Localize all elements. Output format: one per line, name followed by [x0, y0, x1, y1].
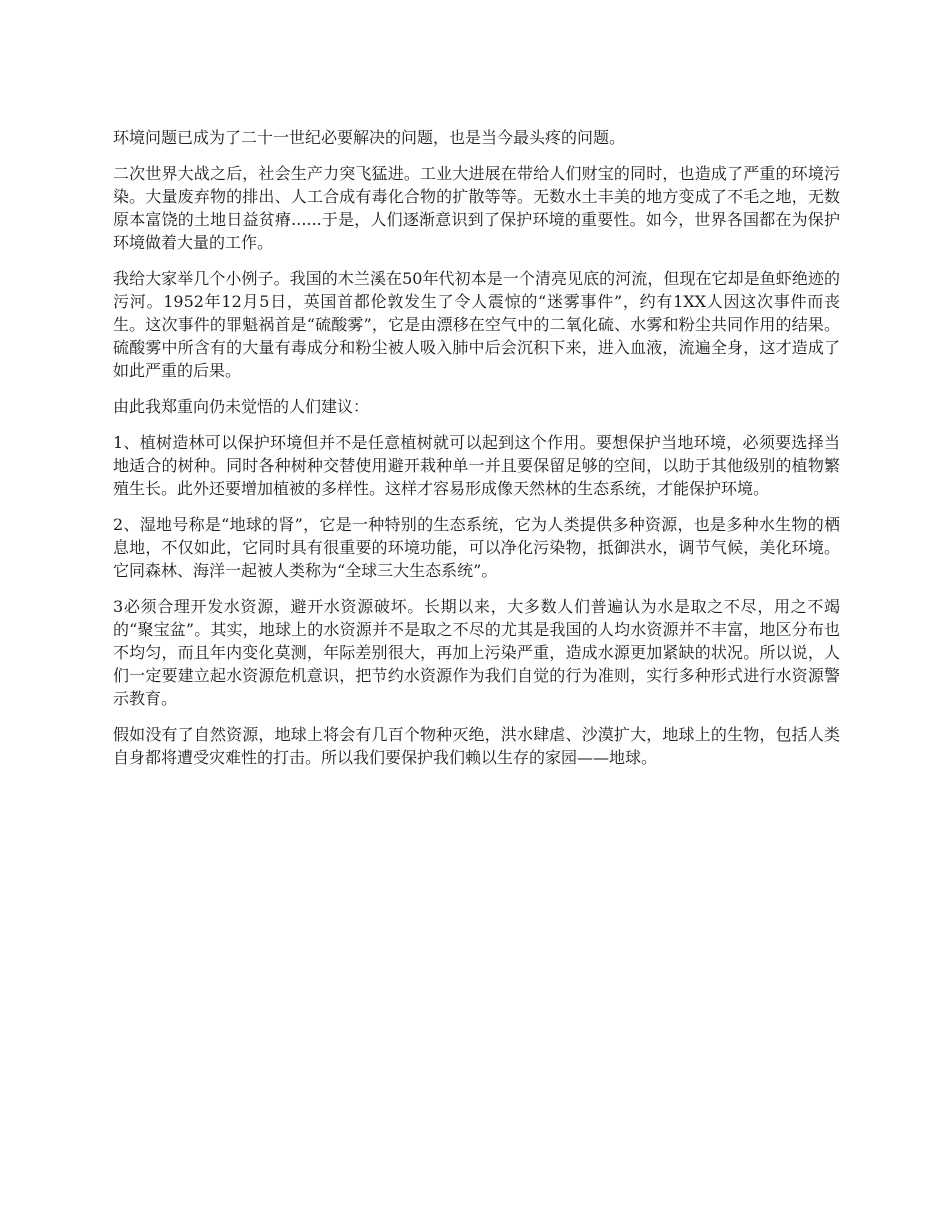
paragraph-examples: 我给大家举几个小例子。我国的木兰溪在50年代初本是一个清亮见底的河流，但现在它却是鱼虾绝迹的污河。1952年12月5日，英国首都伦敦发生了令人震惊的“迷雾事件”，约有1XX人因这次事件而丧生。这次事件的罪魁祸首是“硫酸雾”，它是由漂移在空气中的二氧化硫、水雾和粉尘共同作用的结果。硫酸雾中所含有的大量有毒成分和粉尘被人吸入肺中后会沉积下来，进入血液，流遍全身，这才造成了如此严重的后果。: [113, 269, 840, 380]
paragraph-suggestion-1: 1、植树造林可以保护环境但并不是任意植树就可以起到这个作用。要想保护当地环境，必须要选择当地适合的树种。同时各种树种交替使用避开栽种单一并且要保留足够的空间，以助于其他级别的植物繁殖生长。此外还要增加植被的多样性。这样才容易形成像天然林的生态系统，才能保护环境。: [113, 433, 840, 498]
paragraph-conclusion: 假如没有了自然资源，地球上将会有几百个物种灭绝，洪水肆虐、沙漠扩大，地球上的生物，包括人类自身都将遭受灾难性的打击。所以我们要保护我们赖以生存的家园——地球。: [113, 725, 840, 767]
paragraph-postwar-pollution: 二次世界大战之后，社会生产力突飞猛进。工业大进展在带给人们财宝的同时，也造成了严重的环境污染。大量废弃物的排出、人工合成有毒化合物的扩散等等。无数水土丰美的地方变成了不毛之地，无数原本富饶的土地日益贫瘠......于是，人们逐渐意识到了保护环境的重要性。如今，世界各国都在为保护环境做着大量的工作。: [113, 164, 840, 252]
document-body: [113, 126, 840, 782]
paragraph-suggestion-3: 3必须合理开发水资源，避开水资源破坏。长期以来，大多数人们普遍认为水是取之不尽，用之不竭的“聚宝盆”。其实，地球上的水资源并不是取之不尽的尤其是我国的人均水资源并不丰富，地区分布也不均匀，而且年内变化莫测，年际差别很大，再加上污染严重，造成水源更加紧缺的状况。所以说，人们一定要建立起水资源危机意识，把节约水资源作为我们自觉的行为准则，实行多种形式进行水资源警示教育。: [113, 597, 840, 708]
paragraph-suggestion-2: 2、湿地号称是“地球的肾”，它是一种特别的生态系统，它为人类提供多种资源，也是多种水生物的栖息地，不仅如此，它同时具有很重要的环境功能，可以净化污染物，抵御洪水，调节气候，美化环境。它同森林、海洋一起被人类称为“全球三大生态系统”。: [113, 515, 840, 580]
paragraph-suggestion-intro: 由此我郑重向仍未觉悟的人们建议：: [113, 397, 370, 416]
paragraph-intro: 环境问题已成为了二十一世纪必要解决的问题，也是当今最头疼的问题。: [113, 128, 626, 147]
